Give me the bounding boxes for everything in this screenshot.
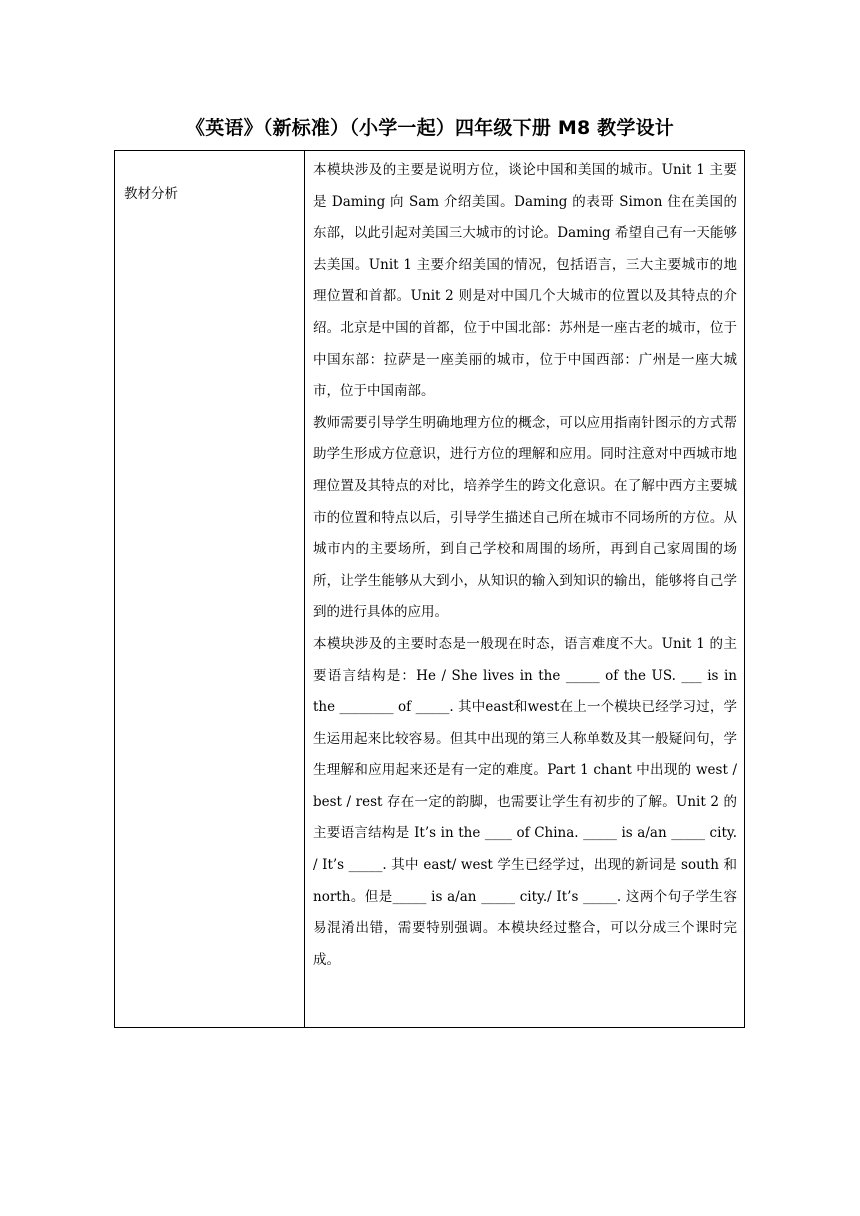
- lesson-design-table: [114, 150, 745, 1028]
- row-content-cell: [305, 151, 744, 1027]
- content-paragraph-overview: 本模块涉及的主要是说明方位，谈论中国和美国的城市。Unit 1 主要是 Daming 向 Sam 介绍美国。Daming 的表哥 Simon 住在美国的东部，以此引起对美国三大城市的讨论。Daming 希望自己有一天能够去美国。Unit 1 主要介绍美国的情况，包括语言，三大主要城市的地理位置和首都。Unit 2 则是对中国几个大城市的位置以及其特点的介绍。北京是中国的首都，位于中国北部：苏州是一座古老的城市，位于中国东部：拉萨是一座美丽的城市，位于中国西部：广州是一座大城市，位于中国南部。: [313, 162, 737, 400]
- row-label: 教材分析: [124, 186, 178, 202]
- content-paragraph-teaching-guidance: 教师需要引导学生明确地理方位的概念，可以应用指南针图示的方式帮助学生形成方位意识，进行方位的理解和应用。同时注意对中西城市地理位置及其特点的对比，培养学生的跨文化意识。在了解中西方主要城市的位置和特点以后，引导学生描述自己所在城市不同场所的方位。从城市内的主要场所，到自己学校和周围的场所，再到自己家周围的场所，让学生能够从大到小，从知识的输入到知识的输出，能够将自己学到的进行具体的应用。: [313, 414, 737, 621]
- row-label-cell: [115, 151, 305, 1027]
- document-title: 《英语》（新标准）（小学一起）四年级下册 M8 教学设计: [186, 117, 674, 139]
- content-paragraph-language-structures: 本模块涉及的主要时态是一般现在时态，语言难度不大。Unit 1 的主要语言结构是：He / She lives in the _____ of the US. ___ is in the ________ of _____. 其中east和west在上一个模块已经学习过，学生运用起来比较容易。但其中出现的第三人称单数及其一般疑问句，学生理解和应用起来还是有一定的难度。Part 1 chant 中出现的 west / best / rest 存在一定的韵脚，也需要让学生有初步的了解。Unit 2 的主要语言结构是 It’s in the ____ of China. _____ is a/an _____ city. / It’s _____. 其中 east/ west 学生已经学过，出现的新词是 south 和 north。但是_____ is a/an _____ city./ It’s _____. 这两个句子学生容易混淆出错，需要特别强调。本模块经过整合，可以分成三个课时完成。: [313, 635, 737, 968]
